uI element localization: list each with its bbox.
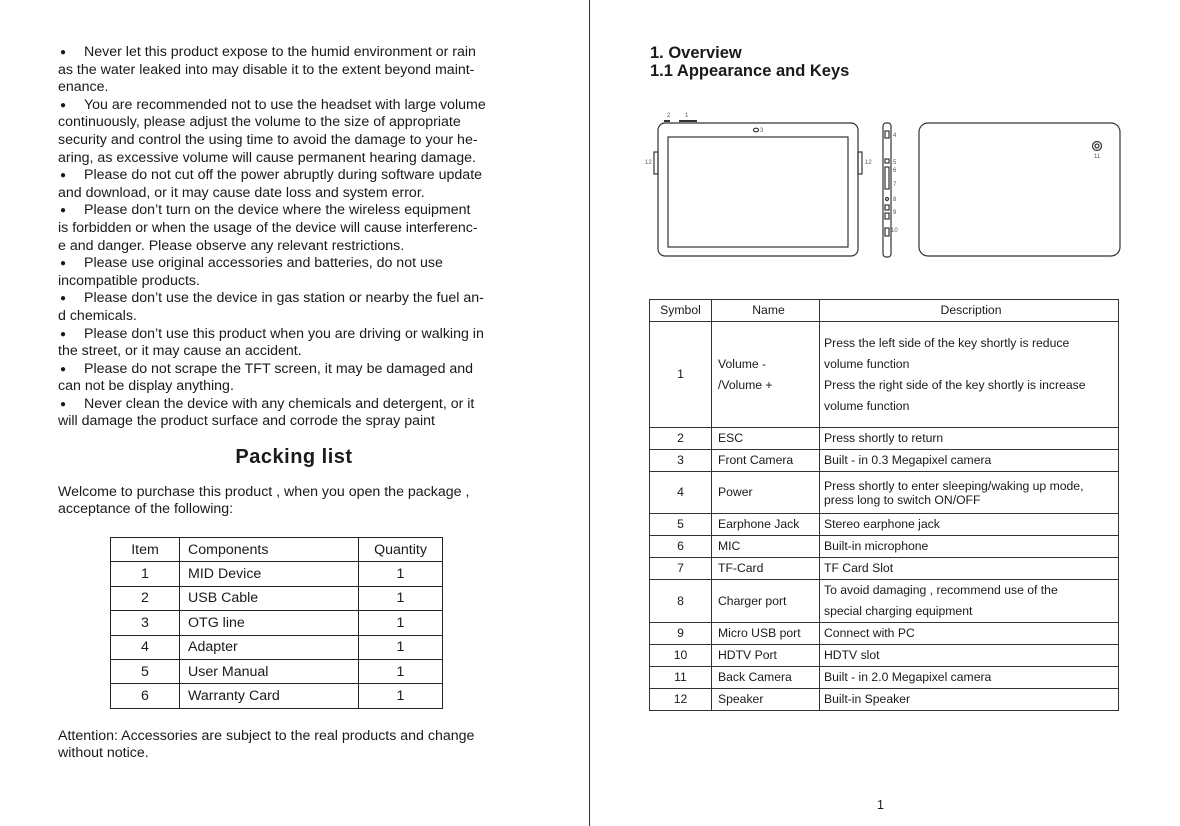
description-line: Press the right side of the key shortly is increase xyxy=(824,377,1086,392)
warning-item xyxy=(58,97,536,167)
table-cell: USB Cable xyxy=(180,586,359,610)
table-row xyxy=(650,689,1119,711)
table-row xyxy=(650,514,1119,536)
table-row xyxy=(650,536,1119,558)
page-number: 1 xyxy=(877,798,884,812)
name-line: TF-Card xyxy=(718,561,764,575)
symbol-cell: 11 xyxy=(650,667,712,689)
table-row xyxy=(650,667,1119,689)
name-line: MIC xyxy=(718,539,741,553)
table-row xyxy=(650,558,1119,580)
name-line: Back Camera xyxy=(718,670,792,684)
table-cell: 5 xyxy=(111,659,180,683)
overview-title: 1. Overview xyxy=(650,44,742,62)
warning-item xyxy=(58,396,536,431)
description-cell xyxy=(820,322,1119,428)
tablet-front-outline xyxy=(658,123,858,256)
warning-line: security and control the using time to avoid the damage to your he- xyxy=(58,131,478,148)
description-line: To avoid damaging , recommend use of the xyxy=(824,583,1058,597)
table-row xyxy=(111,611,443,635)
name-cell xyxy=(712,689,820,711)
packing-header-row xyxy=(111,538,443,562)
warning-line: Please do not cut off the power abruptly during software update xyxy=(84,167,483,184)
warning-item xyxy=(58,202,536,255)
warning-line: Please use original accessories and batteries, do not use xyxy=(84,255,443,272)
description-line: Built-in Speaker xyxy=(824,692,911,706)
table-row xyxy=(650,428,1119,450)
power-key xyxy=(885,131,889,138)
appearance-subtitle: 1.1 Appearance and Keys xyxy=(650,62,850,80)
warning-line: is forbidden or when the usage of the device will cause interferenc- xyxy=(58,219,478,236)
tf-card-slot xyxy=(885,167,889,189)
symbol-cell: 5 xyxy=(650,514,712,536)
symbol-cell: 12 xyxy=(650,689,712,711)
attention-line: without notice. xyxy=(58,744,149,761)
warning-line: incompatible products. xyxy=(58,272,200,289)
description-line: Press the left side of the key shortly is reduce xyxy=(824,335,1070,350)
name-cell xyxy=(712,450,820,472)
description-line: Press shortly to return xyxy=(824,431,944,445)
name-line: Power xyxy=(718,485,753,499)
bullet-icon: ● xyxy=(60,398,67,410)
description-line: Built-in microphone xyxy=(824,539,929,553)
warning-item xyxy=(58,167,536,202)
warning-item xyxy=(58,361,536,396)
figure-label: 4 xyxy=(893,133,897,139)
description-line: Built - in 2.0 Megapixel camera xyxy=(824,670,992,684)
description-line: Built - in 0.3 Megapixel camera xyxy=(824,453,992,467)
description-cell xyxy=(820,580,1119,623)
name-line: Earphone Jack xyxy=(718,517,800,531)
description-cell xyxy=(820,428,1119,450)
bullet-icon: ● xyxy=(60,170,67,182)
page-divider xyxy=(589,0,590,826)
warning-line: can not be display anything. xyxy=(58,378,234,395)
table-cell: OTG line xyxy=(180,611,359,635)
figure-label: 2 xyxy=(667,113,671,119)
name-cell xyxy=(712,580,820,623)
tablet-front-screen xyxy=(668,137,848,247)
description-line: Stereo earphone jack xyxy=(824,517,940,531)
description-cell xyxy=(820,689,1119,711)
charger-port xyxy=(885,205,889,210)
packing-header-cell: Item xyxy=(111,538,180,562)
warning-line: Please don’t turn on the device where the wireless equipment xyxy=(84,202,471,219)
attention-note xyxy=(58,728,538,761)
symbol-cell: 6 xyxy=(650,536,712,558)
tablet-back-outline xyxy=(919,123,1120,256)
warning-line: Never clean the device with any chemicals and detergent, or it xyxy=(84,395,475,412)
name-cell xyxy=(712,514,820,536)
packing-table xyxy=(110,537,443,709)
table-row xyxy=(650,645,1119,667)
description-line: TF Card Slot xyxy=(824,561,894,575)
bullet-icon: ● xyxy=(60,205,67,217)
packing-header-cell: Components xyxy=(180,538,359,562)
warning-item xyxy=(58,255,536,290)
name-line: Volume - xyxy=(718,356,767,371)
keys-header-row xyxy=(650,300,1119,322)
description-cell xyxy=(820,514,1119,536)
table-cell: 1 xyxy=(359,562,443,586)
name-cell xyxy=(712,623,820,645)
name-cell xyxy=(712,536,820,558)
description-line: volume function xyxy=(824,398,910,413)
name-cell xyxy=(712,428,820,450)
symbol-cell: 1 xyxy=(650,322,712,428)
warning-line: as the water leaked into may disable it to the extent beyond maint- xyxy=(58,61,475,78)
name-line: Micro USB port xyxy=(718,626,801,640)
table-row xyxy=(650,322,1119,428)
description-line: volume function xyxy=(824,356,910,371)
name-line: Speaker xyxy=(718,692,764,706)
name-line: Front Camera xyxy=(718,453,794,467)
table-cell: 6 xyxy=(111,684,180,708)
attention-line: Attention: Accessories are subject to the real products and change xyxy=(58,728,475,744)
symbol-cell: 4 xyxy=(650,472,712,514)
bullet-icon: ● xyxy=(60,328,67,340)
warning-line: enance. xyxy=(58,79,109,96)
description-cell xyxy=(820,558,1119,580)
table-row xyxy=(111,684,443,708)
table-cell: 1 xyxy=(359,611,443,635)
back-camera-lens xyxy=(1095,144,1099,148)
symbol-cell: 10 xyxy=(650,645,712,667)
name-line: Charger port xyxy=(718,593,787,608)
name-cell xyxy=(712,645,820,667)
warning-list xyxy=(58,44,536,431)
symbol-cell: 2 xyxy=(650,428,712,450)
packing-list-title: Packing list xyxy=(235,446,353,468)
table-cell: Warranty Card xyxy=(180,684,359,708)
back-camera-icon xyxy=(1093,142,1102,151)
warning-line: and download, or it may cause date loss and system error. xyxy=(58,184,425,201)
warning-line: d chemicals. xyxy=(58,307,137,324)
figure-label: 11 xyxy=(1094,154,1101,160)
warning-line: Please don’t use the device in gas station or nearby the fuel an- xyxy=(84,290,484,307)
bullet-icon: ● xyxy=(60,99,67,111)
device-diagram xyxy=(640,104,1130,264)
bullet-icon: ● xyxy=(60,293,67,305)
welcome-line: acceptance of the following: xyxy=(58,500,234,517)
table-cell: 3 xyxy=(111,611,180,635)
bullet-icon: ● xyxy=(60,47,67,58)
tablet-side-outline xyxy=(883,123,891,257)
warning-line: Never let this product expose to the humid environment or rain xyxy=(84,44,476,60)
table-row xyxy=(111,635,443,659)
earphone-jack xyxy=(885,159,889,163)
warning-item xyxy=(58,44,536,97)
symbol-cell: 8 xyxy=(650,580,712,623)
table-cell: 1 xyxy=(359,659,443,683)
table-cell: Adapter xyxy=(180,635,359,659)
keys-table xyxy=(649,299,1119,711)
safety-warnings xyxy=(58,44,536,431)
description-cell xyxy=(820,472,1119,514)
description-cell xyxy=(820,450,1119,472)
description-line: HDTV slot xyxy=(824,648,880,662)
description-cell xyxy=(820,623,1119,645)
table-row xyxy=(650,472,1119,514)
name-line: /Volume + xyxy=(718,377,773,392)
name-cell xyxy=(712,472,820,514)
table-cell: 4 xyxy=(111,635,180,659)
keys-header-cell: Symbol xyxy=(650,300,712,322)
description-cell xyxy=(820,645,1119,667)
warning-line: the street, or it may cause an accident. xyxy=(58,343,302,360)
figure-label: 10 xyxy=(891,228,898,234)
name-cell xyxy=(712,558,820,580)
description-line: Press shortly to enter sleeping/waking up mode, xyxy=(824,478,1084,493)
figure-label: 3 xyxy=(760,128,764,134)
table-row xyxy=(650,450,1119,472)
keys-header-cell: Description xyxy=(820,300,1119,322)
front-camera-icon xyxy=(754,128,759,132)
name-cell xyxy=(712,322,820,428)
description-cell xyxy=(820,536,1119,558)
description-line: special charging equipment xyxy=(824,604,973,618)
table-row xyxy=(650,623,1119,645)
description-line: Connect with PC xyxy=(824,626,915,640)
warning-line: You are recommended not to use the headset with large volume xyxy=(84,96,486,113)
name-cell xyxy=(712,667,820,689)
warning-line: will damage the product surface and corrode the spray paint xyxy=(58,413,435,430)
figure-label: 5 xyxy=(893,160,897,166)
table-row xyxy=(111,562,443,586)
welcome-text xyxy=(58,484,530,517)
warning-line: Please do not scrape the TFT screen, it may be damaged and xyxy=(84,360,474,377)
figure-label: 6 xyxy=(893,168,897,174)
warning-line: aring, as excessive volume will cause permanent hearing damage. xyxy=(58,149,476,166)
table-cell: 1 xyxy=(359,684,443,708)
symbol-cell: 7 xyxy=(650,558,712,580)
bullet-icon: ● xyxy=(60,258,67,270)
table-cell: 1 xyxy=(359,586,443,610)
figure-label: 12 xyxy=(645,160,652,166)
welcome-line: Welcome to purchase this product , when you open the package , xyxy=(58,484,470,500)
micro-usb-port xyxy=(885,213,889,219)
warning-item xyxy=(58,290,536,325)
table-cell: User Manual xyxy=(180,659,359,683)
packing-header-cell: Quantity xyxy=(359,538,443,562)
name-line: ESC xyxy=(718,431,744,445)
table-row xyxy=(111,659,443,683)
table-cell: 1 xyxy=(111,562,180,586)
table-row xyxy=(111,586,443,610)
mic-hole xyxy=(886,198,889,201)
keys-header-cell: Name xyxy=(712,300,820,322)
tablet-front-speaker-left xyxy=(654,152,658,174)
table-cell: 2 xyxy=(111,586,180,610)
table-cell: 1 xyxy=(359,635,443,659)
figure-label: 7 xyxy=(893,182,897,188)
symbol-cell: 9 xyxy=(650,623,712,645)
figure-label: 12 xyxy=(865,160,872,166)
bullet-icon: ● xyxy=(60,363,67,375)
figure-label: 9 xyxy=(893,210,897,216)
warning-item xyxy=(58,326,536,361)
table-row xyxy=(650,580,1119,623)
description-line: press long to switch ON/OFF xyxy=(824,492,981,507)
symbol-cell: 3 xyxy=(650,450,712,472)
name-line: HDTV Port xyxy=(718,648,777,662)
figure-label: 1 xyxy=(685,113,689,119)
warning-line: e and danger. Please observe any relevant restrictions. xyxy=(58,237,405,254)
table-cell: MID Device xyxy=(180,562,359,586)
warning-line: continuously, please adjust the volume to the size of appropriate xyxy=(58,114,461,131)
tablet-front-speaker-right xyxy=(858,152,862,174)
description-cell xyxy=(820,667,1119,689)
hdtv-port xyxy=(885,228,889,236)
warning-line: Please don’t use this product when you are driving or walking in xyxy=(84,325,484,342)
figure-label: 8 xyxy=(893,197,897,203)
